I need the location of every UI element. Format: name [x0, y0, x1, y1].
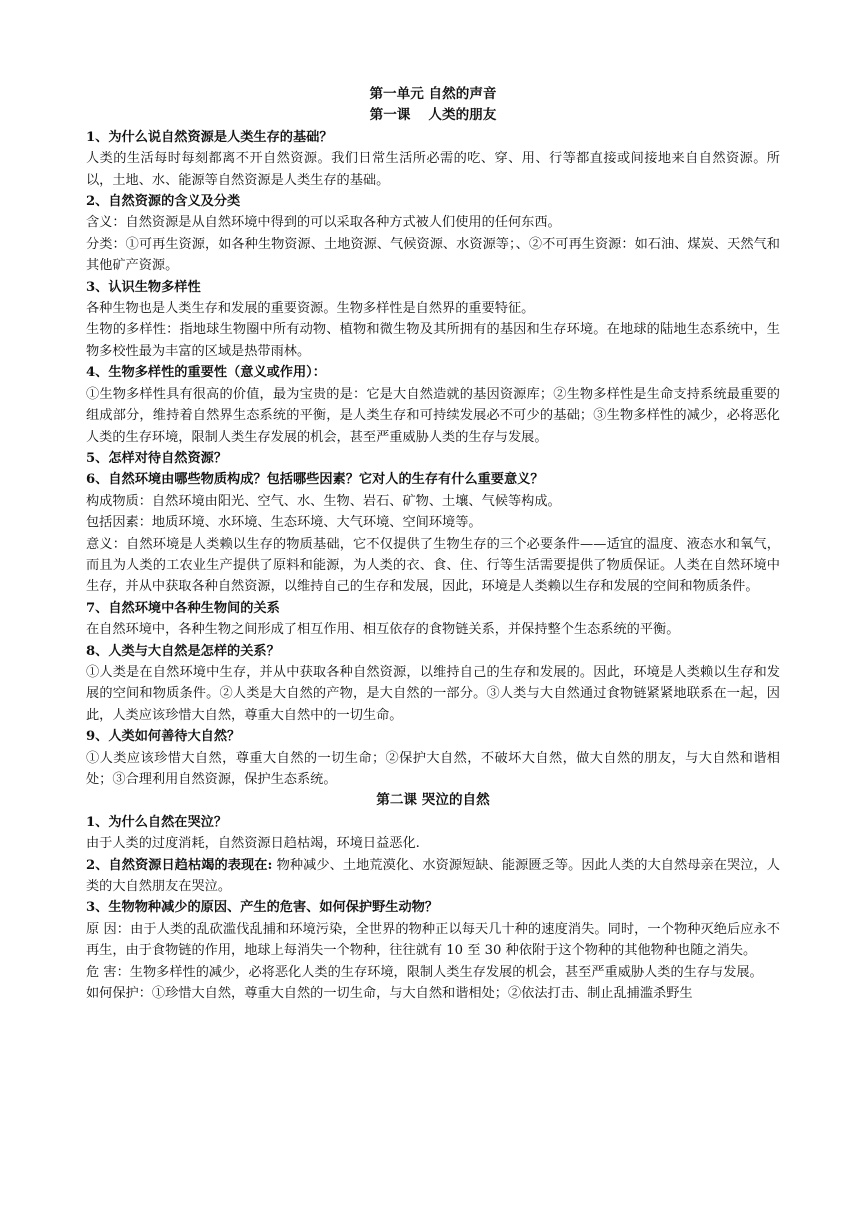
question-9: 9、人类如何善待大自然？	[86, 729, 241, 745]
answer-7: 在自然环境中，各种生物之间形成了相互作用、相互依存的食物链关系，并保持整个生态系统的平衡。	[86, 622, 680, 638]
answer-4: ①生物多样性具有很高的价值，最为宝贵的是：它是大自然造就的基因资源库；②生物多样性是生命支持系统最重要的组成部分，维持着自然界生态系统的平衡，是人类生存和可持续发展必不可少的基础；③生物多样性的减少，必将恶化人类的生存环境，限制人类生存发展的机会，甚至严重威胁人类的生存与发展。	[86, 386, 780, 445]
unit-title: 第一单元 自然的声音	[369, 86, 497, 102]
question-6: 6、自然环境由哪些物质构成？包括哪些因素？它对人的生存有什么重要意义？	[86, 472, 544, 488]
answer-3-2: 生物的多样性：指地球生物圈中所有动物、植物和微生物及其所拥有的基因和生存环境。在地球的陆地生态系统中，生物多校性最为丰富的区域是热带雨林。	[86, 322, 780, 359]
lesson2-q2-paragraph	[86, 855, 780, 898]
answer-2-classification: 分类：①可再生资源，如各种生物资源、土地资源、气候资源、水资源等；、②不可再生资源：如石油、煤炭、天然气和其他矿产资源。	[86, 236, 780, 274]
question-5: 5、怎样对待自然资源？	[86, 450, 228, 466]
lesson2-question-2: 2、自然资源日趋枯竭的表现在:	[86, 857, 273, 873]
answer-8: ①人类是在自然环境中生存，并从中获取各种自然资源，以维持自己的生存和发展的。因此，环境是人类赖以生存和发展的空间和物质条件。②人类是大自然的产物，是大自然的一部分。③人类与大自然通过食物链紧紧地联系在一起，因此，人类应该珍惜大自然，尊重大自然中的一切生命。	[86, 664, 780, 723]
answer-3-1: 各种生物也是人类生存和发展的重要资源。生物多样性是自然界的重要特征。	[86, 301, 535, 317]
answer-6-factors: 包括因素：地质环境、水环境、生态环境、大气环境、空间环境等。	[86, 515, 482, 531]
lesson2-answer-3-protect: 如何保护：①珍惜大自然，尊重大自然的一切生命，与大自然和谐相处；②依法打击、制止乱捕滥杀野生	[86, 986, 693, 1002]
lesson1-title	[86, 105, 780, 126]
answer-6-substances: 构成物质：自然环境由阳光、空气、水、生物、岩石、矿物、土壤、气候等构成。	[86, 493, 561, 509]
question-7: 7、自然环境中各种生物间的关系	[86, 600, 280, 616]
answer-6-significance: 意义：自然环境是人类赖以生存的物质基础，它不仅提供了生物生存的三个必要条件——适宜的温度、液态水和氧气，而且为人类的工农业生产提供了原料和能源，为人类的衣、食、住、行等生活需要提供了物质保证。人类在自然环境中生存，并从中获取各种自然资源，以维持自己的生存和发展，因此，环境是人类赖以生存和发展的空间和物质条件。	[86, 536, 780, 595]
lesson2-question-3: 3、生物物种减少的原因、产生的危害、如何保护野生动物？	[86, 900, 439, 916]
lesson2-answer-3-harm: 危 害：生物多样性的减少，必将恶化人类的生存环境，限制人类生存发展的机会，甚至严重威胁人类的生存与发展。	[86, 964, 763, 980]
lesson1-name: 人类的朋友	[428, 107, 497, 124]
lesson2-question-1: 1、为什么自然在哭泣？	[86, 814, 228, 830]
question-8: 8、人类与大自然是怎样的关系？	[86, 643, 280, 659]
lesson2-answer-2: 物种减少、土地荒漠化、水资源短缺、能源匮乏等。因此人类的大自然母亲在哭泣，人类的大自然朋友在哭泣。	[86, 857, 780, 895]
answer-1: 人类的生活每时每刻都离不开自然资源。我们日常生活所必需的吃、穿、用、行等都直接或间接地来自自然资源。所以，土地、水、能源等自然资源是人类生存的基础。	[86, 151, 780, 188]
lesson1-number: 第一课	[369, 107, 411, 124]
answer-2-meaning: 含义：自然资源是从自然环境中得到的可以采取各种方式被人们使用的任何东西。	[86, 215, 561, 231]
lesson2-answer-3-cause: 原 因：由于人类的乱砍滥伐乱捕和环境污染，全世界的物种正以每天几十种的速度消失。同时，一个物种灭绝后应永不再生，由于食物链的作用，地球上每消失一个物种，往往就有 10 至 30 种依附于这个物种的其他物种也随之消失。	[86, 921, 780, 959]
lesson2-answer-1: 由于人类的过度消耗，自然资源日趋枯竭，环境日益恶化.	[86, 836, 420, 852]
question-2: 2、自然资源的含义及分类	[86, 194, 241, 210]
question-3: 3、认识生物多样性	[86, 279, 201, 295]
question-1: 1、为什么说自然资源是人类生存的基础？	[86, 129, 333, 145]
lesson2-title: 第二课 哭泣的自然	[376, 792, 490, 809]
answer-9: ①人类应该珍惜大自然，尊重大自然的一切生命；②保护大自然，不破坏大自然，做大自然的朋友，与大自然和谐相处；③合理利用自然资源，保护生态系统。	[86, 750, 780, 787]
question-4: 4、生物多样性的重要性（意义或作用）：	[86, 365, 326, 381]
